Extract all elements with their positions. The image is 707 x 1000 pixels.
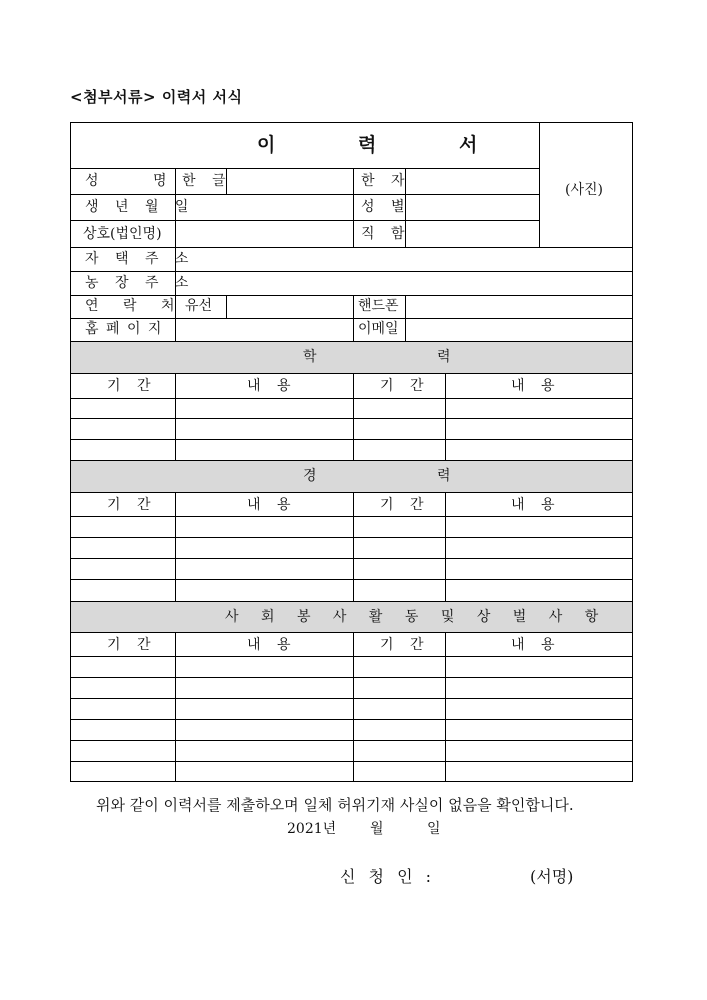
home-address-label: 자 택 주 소 [85,251,195,267]
education-section-title: 학 력 [303,349,509,365]
resume-form [70,122,633,782]
hangul-label: 한 글 [182,173,232,189]
homepage-label: 홈 페 이 지 [85,321,162,337]
career-period-header-2: 기 간 [380,497,430,513]
company-label: 상호(법인명) [83,226,162,242]
email-label: 이메일 [358,321,399,337]
signature-label: (서명) [530,867,574,886]
form-title: 이 력 서 [257,134,516,156]
landline-label: 유선 [185,298,213,314]
name-label: 성 명 [85,173,167,189]
applicant-label: 신 청 인 : [340,867,436,886]
social-content-header-1: 내 용 [247,637,297,653]
social-section-title: 사 회 봉 사 활 동 및 상 벌 사 항 [225,609,608,625]
education-period-header-1: 기 간 [107,378,157,394]
birth-label: 생 년 월 일 [85,199,195,215]
career-period-header-1: 기 간 [107,497,157,513]
social-content-header-2: 내 용 [511,637,561,653]
contact-label: 연 락 처 [85,298,175,314]
career-content-header-1: 내 용 [247,497,297,513]
position-label: 직 함 [361,226,411,242]
education-period-header-2: 기 간 [380,378,430,394]
career-content-header-2: 내 용 [511,497,561,513]
farm-address-label: 농 장 주 소 [85,275,195,291]
social-period-header-2: 기 간 [380,637,430,653]
date-day: 일 [427,821,441,837]
confirmation-statement: 위와 같이 이력서를 제출하오며 일체 허위기재 사실이 없음을 확인합니다. [96,796,574,814]
mobile-label: 핸드폰 [358,298,399,314]
education-content-header-1: 내 용 [247,378,297,394]
career-section-title: 경 력 [303,468,509,484]
photo-placeholder: (사진) [565,182,603,198]
date-month: 월 [370,821,384,837]
social-period-header-1: 기 간 [107,637,157,653]
gender-label: 성 별 [361,199,411,215]
hanja-label: 한 자 [361,173,411,189]
document-heading: <첨부서류> 이력서 서식 [70,88,243,106]
date-year: 2021년 [287,821,337,837]
education-content-header-2: 내 용 [511,378,561,394]
